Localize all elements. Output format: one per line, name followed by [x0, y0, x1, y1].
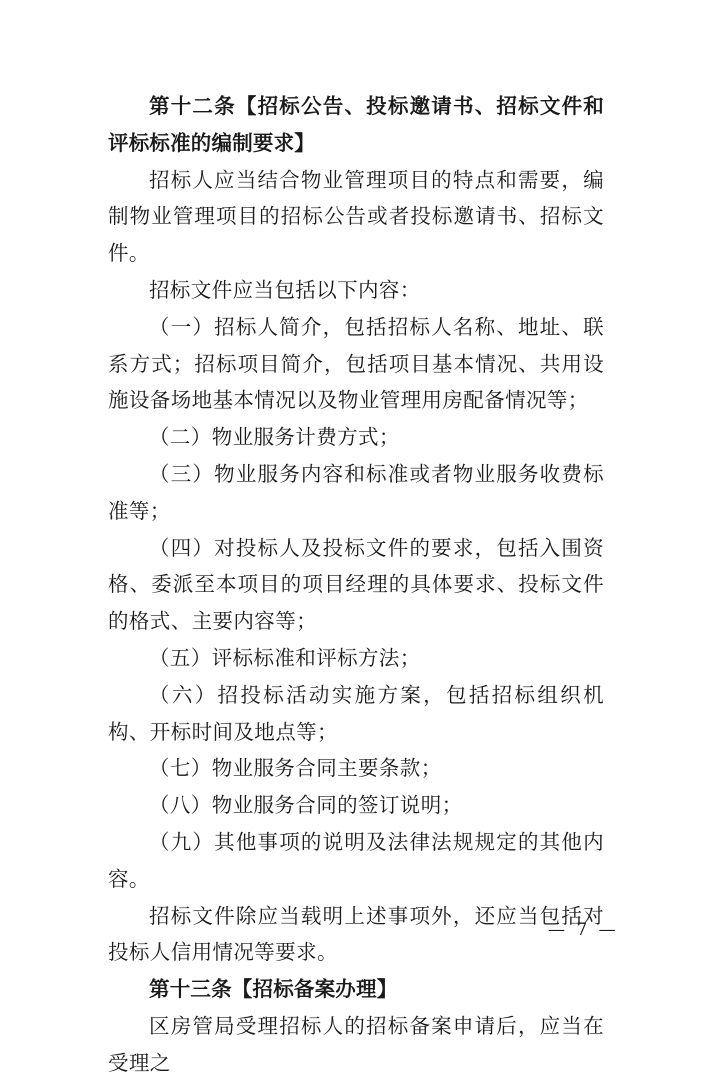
list-item-1: （一）招标人简介，包括招标人名称、地址、联系方式；招标项目简介，包括项目基本情况、共用设施设备场地基本情况以及物业管理用房配备情况等；: [108, 314, 604, 413]
list-item-6: （六）招投标活动实施方案，包括招标组织机构、开标时间及地点等；: [108, 682, 604, 744]
list-item-4: （四）对投标人及投标文件的要求，包括入围资格、委派至本项目的项目经理的具体要求、投标文件的格式、主要内容等；: [108, 535, 604, 634]
article-13-body: 区房管局受理招标人的招标备案申请后，应当在受理之: [108, 1013, 604, 1075]
article-12-intro: 招标人应当结合物业管理项目的特点和需要，编制物业管理项目的招标公告或者投标邀请书、招标文件。: [108, 167, 604, 266]
list-item-2: （二）物业服务计费方式；: [149, 425, 400, 450]
list-item-8: （八）物业服务合同的签订说明；: [149, 793, 463, 818]
list-item-9: （九）其他事项的说明及法律法规规定的其他内容。: [108, 829, 604, 891]
article-12-heading: 第十二条【招标公告、投标邀请书、招标文件和评标标准的编制要求】: [108, 94, 604, 155]
document-body: [108, 88, 604, 1082]
article-13-heading: 第十三条【招标备案办理】: [149, 977, 398, 1002]
list-item-7: （七）物业服务合同主要条款；: [149, 756, 442, 781]
article-12-closing: 招标文件除应当载明上述事项外，还应当包括对投标人信用情况等要求。: [108, 903, 604, 965]
list-item-5: （五）评标标准和评标方法；: [149, 645, 421, 670]
page-number: — 7 —: [548, 920, 619, 940]
article-12-list-intro: 招标文件应当包括以下内容：: [149, 277, 421, 302]
list-item-3: （三）物业服务内容和标准或者物业服务收费标准等；: [108, 461, 604, 523]
